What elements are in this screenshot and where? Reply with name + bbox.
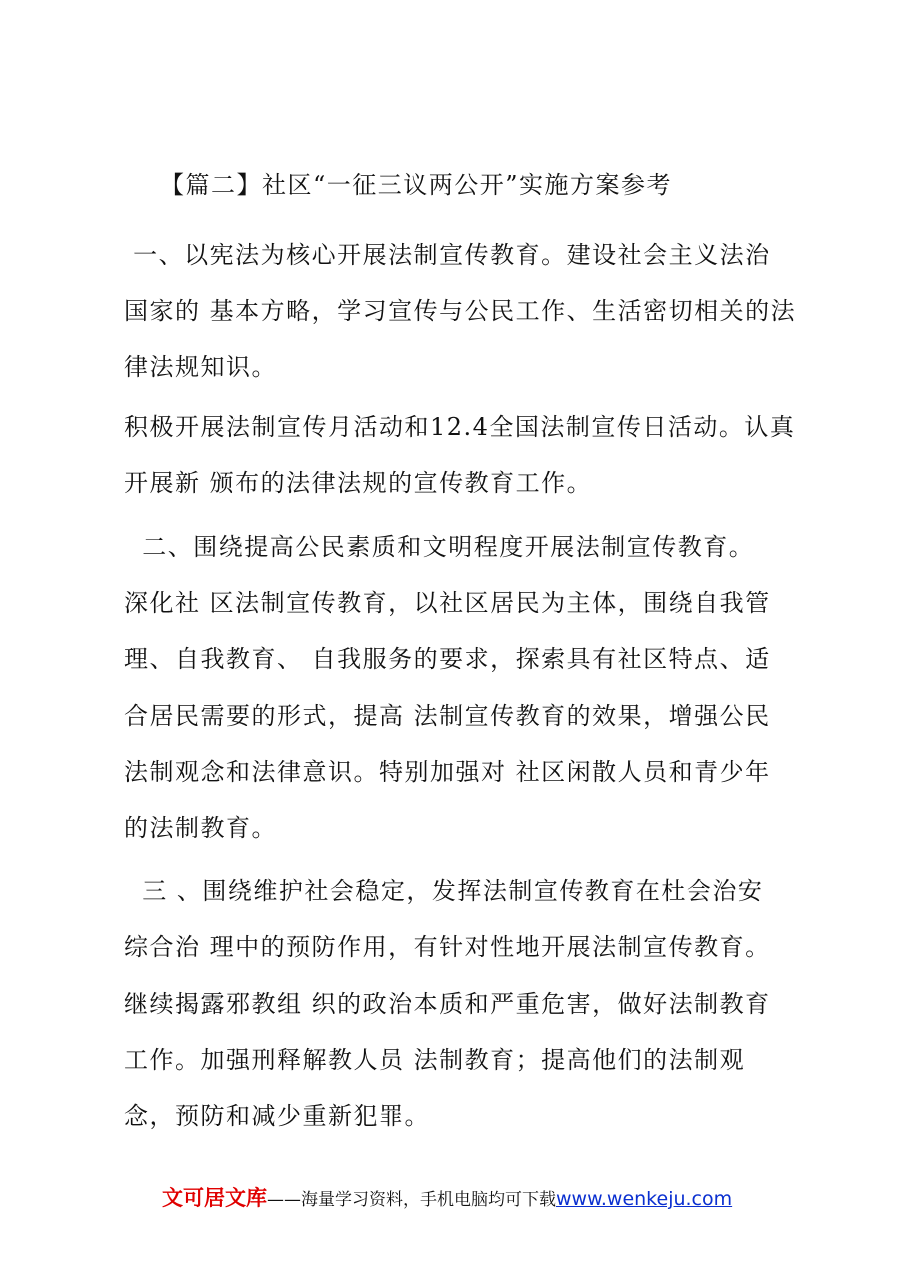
text-line: 继续揭露邪教组 织的政治本质和严重危害，做好法制教育 [124, 990, 771, 1018]
text-line: 理、自我教育、 自我服务的要求，探索具有社区特点、适 [124, 645, 771, 673]
text-line: 法制观念和法律意识。特别加强对 社区闲散人员和青少年 [124, 758, 771, 786]
text-line: 综合治 理中的预防作用，有针对性地开展法制宣传教育。 [124, 933, 771, 961]
text-line: 合居民需要的形式，提高 法制宣传教育的效果，增强公民 [124, 702, 771, 730]
text-line: 积极开展法制宣传月活动和12.4全国法制宣传日活动。认真 [124, 413, 796, 441]
text-line: 二、围绕提高公民素质和文明程度开展法制宣传教育。 [124, 533, 755, 561]
text-line: 国家的 基本方略，学习宣传与公民工作、生活密切相关的法 [124, 297, 797, 325]
document-title: 【篇二】社区“一征三议两公开”实施方案参考 [160, 171, 673, 199]
footer-brand: 文可居文库 [162, 1186, 267, 1210]
text-line: 律法规知识。 [124, 353, 277, 381]
footer-url-link[interactable]: www.wenkeju.com [556, 1188, 733, 1210]
text-line: 一、以宪法为核心开展法制宣传教育。建设社会主义法治 [124, 241, 771, 269]
text-line: 念，预防和减少重新犯罪。 [124, 1102, 430, 1130]
text-line: 的法制教育。 [124, 814, 277, 842]
text-line: 工作。加强刑释解教人员 法制教育；提高他们的法制观 [124, 1046, 746, 1074]
text-line: 深化社 区法制宣传教育，以社区居民为主体，围绕自我管 [124, 589, 771, 617]
footer-banner [162, 1182, 732, 1212]
footer-slogan: ——海量学习资料，手机电脑均可下载 [267, 1190, 556, 1210]
text-line: 开展新 颁布的法律法规的宣传教育工作。 [124, 469, 593, 497]
text-line: 三 、围绕维护社会稳定，发挥法制宣传教育在杜会治安 [124, 877, 764, 905]
